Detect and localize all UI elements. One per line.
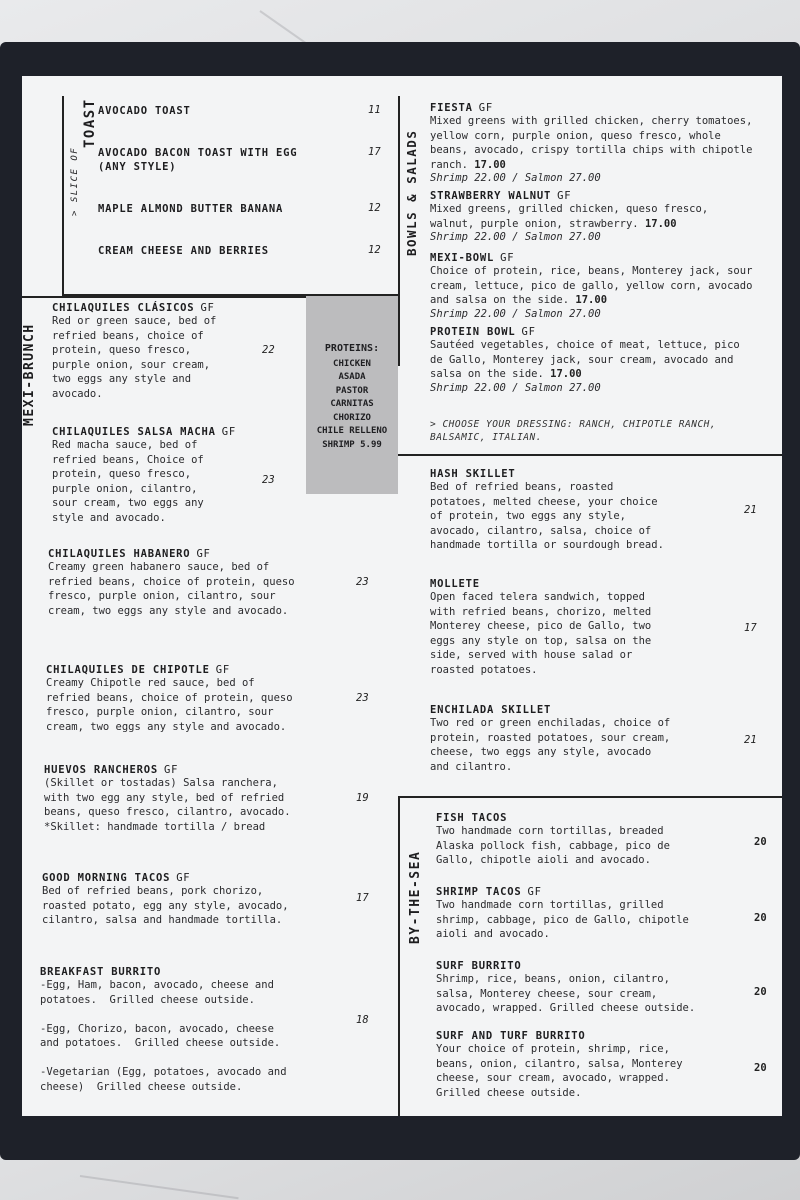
brunch-item-name (46, 664, 293, 676)
sea-item-price: 20 (754, 1062, 767, 1074)
brunch-item-title: HUEVOS RANCHEROS (44, 764, 158, 776)
bowl-item-extra: Shrimp 22.00 / Salmon 27.00 (430, 172, 601, 184)
protein-option: CARNITAS (330, 399, 374, 409)
sea-item-title: SHRIMP TACOS (436, 886, 522, 898)
sea-item-price: 20 (754, 986, 767, 998)
center-divider-top (398, 96, 400, 366)
brunch-item-price: 17 (356, 892, 369, 904)
skillet-item (430, 704, 670, 774)
brunch-item-title: CHILAQUILES SALSA MACHA (52, 426, 216, 438)
bowls-bottom-line (398, 454, 782, 456)
sea-item (436, 886, 689, 942)
bowl-item-desc-text: Choice of protein, rice, beans, Monterey jack, sour cream, lettuce, pico de gallo, yellow corn, avocado and salsa on the side. (430, 265, 753, 306)
bowl-item-desc-text: Sautéed vegetables, choice of meat, lettuce, pico de Gallo, Monterey jack, sour cream, avocado and salsa on the side. (430, 339, 740, 380)
skillet-item-desc: Two red or green enchiladas, choice of protein, roasted potatoes, sour cream, cheese, two eggs any style, avocado and cilantro. (430, 717, 671, 773)
sea-item-title: FISH TACOS (436, 812, 508, 824)
skillet-item-name: HASH SKILLET (430, 468, 516, 480)
brunch-item-title: GOOD MORNING TACOS (42, 872, 171, 884)
sea-item-title: SURF AND TURF BURRITO (436, 1030, 586, 1042)
brunch-item-name (52, 426, 236, 438)
bowl-item-title: STRAWBERRY WALNUT (430, 190, 552, 202)
brunch-item-desc: Red or green sauce, bed of refried beans, choice of protein, queso fresco, purple onion, sour cream, two eggs any style and avocado. (52, 315, 217, 400)
brunch-item-price: 22 (262, 344, 275, 356)
sea-left-line (398, 796, 400, 1116)
skillet-item-desc: Open faced telera sandwich, topped with refried beans, chorizo, melted Monterey cheese, pico de Gallo, two eggs any style on top, salsa on the side, served with house salad or roasted potatoes. (430, 591, 652, 676)
brunch-item (44, 764, 291, 834)
bowl-item-name (430, 326, 775, 338)
bowl-item-price: 17.00 (644, 217, 677, 230)
bowl-item-desc (430, 202, 775, 231)
brunch-item (48, 548, 295, 618)
protein-option: CHICKEN (333, 358, 371, 369)
toast-item-name: AVOCADO TOAST (98, 105, 191, 117)
skillet-item-price: 21 (744, 504, 757, 516)
protein-option: CHILE RELLENO (316, 426, 388, 436)
gf-tag: GF (521, 326, 536, 338)
toast-title: TOAST (82, 98, 98, 148)
skillet-item-name: ENCHILADA SKILLET (430, 704, 552, 716)
proteins-heading: PROTEINS: (324, 343, 380, 354)
sea-item-title: SURF BURRITO (436, 960, 522, 972)
sea-item-price: 20 (754, 912, 767, 924)
brunch-item-name (42, 872, 289, 884)
brunch-item-title: CHILAQUILES CLÁSICOS (52, 302, 195, 314)
sea-item (436, 1030, 683, 1100)
bowl-item-name (430, 102, 775, 114)
bowl-item-desc (430, 338, 775, 382)
skillet-item-desc: Bed of refried beans, roasted potatoes, melted cheese, your choice of protein, two eggs any style, avocado, cilantro, salsa, choice of handmade tortilla or sourdough bread. (430, 481, 664, 551)
skillet-item (430, 578, 651, 677)
brunch-item-name (44, 764, 291, 776)
brunch-item (52, 426, 236, 525)
gf-tag: GF (500, 252, 515, 264)
skillet-item-price: 21 (744, 734, 757, 746)
gf-tag: GF (200, 302, 215, 314)
sea-item-name (436, 812, 670, 824)
gf-tag: GF (163, 764, 179, 776)
bowl-item-price: 17.00 (550, 368, 582, 380)
brunch-item-name (40, 966, 287, 978)
sea-item-desc: Your choice of protein, shrimp, rice, beans, onion, cilantro, salsa, Monterey cheese, sour cream, avocado, wrapped. Grilled cheese outside. (436, 1043, 683, 1099)
bowl-item-name (430, 252, 775, 264)
bowl-item-price: 17.00 (474, 158, 506, 171)
dressing-note: > CHOOSE YOUR DRESSING: RANCH, CHIPOTLE RANCH, BALSAMIC, ITALIAN. (430, 419, 717, 443)
brunch-item-title: BREAKFAST BURRITO (40, 966, 162, 978)
bowls-salads-title: BOWLS & SALADS (404, 129, 419, 256)
brunch-item-desc: Creamy Chipotle red sauce, bed of refried beans, choice of protein, queso fresco, purple onion, cilantro, sour cream, two eggs any style and avocado. (46, 677, 293, 733)
toast-item-price: 12 (368, 202, 381, 214)
sea-item-name (436, 960, 695, 972)
toast-prefix: > SLICE OF (70, 146, 80, 216)
sea-item-name (436, 886, 689, 898)
protein-option: SHRIMP 5.99 (322, 439, 382, 450)
skillet-item-price: 17 (744, 622, 757, 634)
gf-tag: GF (527, 886, 542, 898)
brunch-item-desc: (Skillet or tostadas) Salsa ranchera, with two egg any style, bed of refried beans, queso fresco, cilantro, avocado. *Skillet: handmade tortilla / bread (44, 777, 291, 833)
bowl-item-extra: Shrimp 22.00 / Salmon 27.00 (430, 307, 601, 320)
brunch-item-desc: Creamy green habanero sauce, bed of refried beans, choice of protein, queso fresco, purple onion, cilantro, sour cream, two eggs any style and avocado. (48, 561, 295, 617)
brunch-item-price: 19 (356, 792, 369, 804)
skillet-item (430, 468, 664, 553)
sea-item (436, 812, 670, 868)
bowl-item-desc (430, 114, 775, 172)
brunch-item (40, 966, 287, 1094)
brunch-item-desc: -Egg, Ham, bacon, avocado, cheese and potatoes. Grilled cheese outside. -Egg, Chorizo, bacon, avocado, cheese and potatoes. Grilled cheese outside. -Vegetarian (Egg, potatoes, avocado and cheese) Grilled cheese outside. (40, 979, 287, 1093)
toast-item-price: 11 (368, 104, 381, 116)
mexi-brunch-title: MEXI-BRUNCH (22, 323, 37, 426)
brunch-top-line (22, 296, 306, 298)
bowl-item-extra: Shrimp 22.00 / Salmon 27.00 (430, 231, 601, 243)
sea-item-price: 20 (754, 836, 767, 848)
protein-option: PASTOR (335, 385, 369, 396)
sea-item-desc: Two handmade corn tortillas, grilled shrimp, cabbage, pico de Gallo, chipotle aioli and avocado. (436, 899, 689, 940)
bowl-item-title: FIESTA (430, 102, 473, 114)
bowl-item-desc-text: Mixed greens, grilled chicken, queso fresco, walnut, purple onion, strawberry. (430, 203, 709, 230)
brunch-item-name (52, 302, 216, 314)
bowl-item (430, 252, 775, 320)
sea-item-desc: Shrimp, rice, beans, onion, cilantro, salsa, Monterey cheese, sour cream, avocado, wrapped. Grilled cheese outside. (436, 973, 696, 1014)
brunch-item-price: 18 (356, 1014, 369, 1026)
skillet-item-name: MOLLETE (430, 578, 480, 590)
protein-option: ASADA (338, 372, 366, 382)
bowl-item-extra: Shrimp 22.00 / Salmon 27.00 (430, 381, 601, 394)
gf-tag: GF (196, 548, 211, 560)
bowl-item (430, 190, 775, 243)
toast-item-price: 12 (368, 244, 381, 256)
brunch-item-price: 23 (356, 692, 369, 704)
toast-item-name: CREAM CHEESE AND BERRIES (98, 245, 269, 257)
brunch-item-price: 23 (356, 576, 369, 588)
bowl-item (430, 102, 775, 184)
gf-tag: GF (215, 664, 231, 676)
proteins-box (306, 296, 398, 494)
gf-tag: GF (221, 426, 237, 438)
bowl-item-price: 17.00 (575, 294, 608, 306)
brunch-item-title: CHILAQUILES HABANERO (48, 548, 191, 560)
sea-top-line (398, 796, 782, 798)
bowl-item-desc (430, 264, 775, 308)
sea-item-name (436, 1030, 683, 1042)
sea-item-desc: Two handmade corn tortillas, breaded Alaska pollock fish, cabbage, pico de Gallo, chipotle aioli and avocado. (436, 825, 670, 866)
bowl-item-name (430, 190, 775, 202)
toast-border-left (62, 96, 64, 296)
bowl-item-desc-text: Mixed greens with grilled chicken, cherry tomatoes, yellow corn, purple onion, queso fresco, whole beans, avocado, crispy tortilla chips with chipotle ranch. (430, 115, 753, 171)
protein-option: CHORIZO (333, 412, 371, 423)
toast-item-name: MAPLE ALMOND BUTTER BANANA (98, 203, 284, 215)
gf-tag: GF (557, 190, 572, 202)
brunch-item-name (48, 548, 295, 560)
brunch-item (52, 302, 216, 401)
bowl-item (430, 326, 775, 394)
brunch-item-price: 23 (262, 474, 275, 486)
brunch-item-desc: Bed of refried beans, pork chorizo, roasted potato, egg any style, avocado, cilantro, salsa and handmade tortilla. (42, 885, 289, 926)
brunch-item-title: CHILAQUILES DE CHIPOTLE (46, 664, 210, 676)
brunch-item (46, 664, 293, 734)
by-the-sea-title: BY-THE-SEA (408, 850, 423, 944)
toast-item-price: 17 (368, 146, 381, 158)
sea-item (436, 960, 695, 1016)
brunch-item (42, 872, 289, 928)
protein-list (306, 358, 398, 453)
brunch-item-desc: Red macha sauce, bed of refried beans, Choice of protein, queso fresco, purple onion, cilantro, sour cream, two eggs any style and avocado. (52, 439, 204, 524)
toast-item-name: AVOCADO BACON TOAST WITH EGG (ANY STYLE) (98, 147, 298, 173)
bowl-item-title: PROTEIN BOWL (430, 326, 516, 338)
gf-tag: GF (478, 102, 493, 114)
menu-page (22, 76, 782, 1116)
bowl-item-title: MEXI-BOWL (430, 252, 495, 264)
gf-tag: GF (176, 872, 191, 884)
